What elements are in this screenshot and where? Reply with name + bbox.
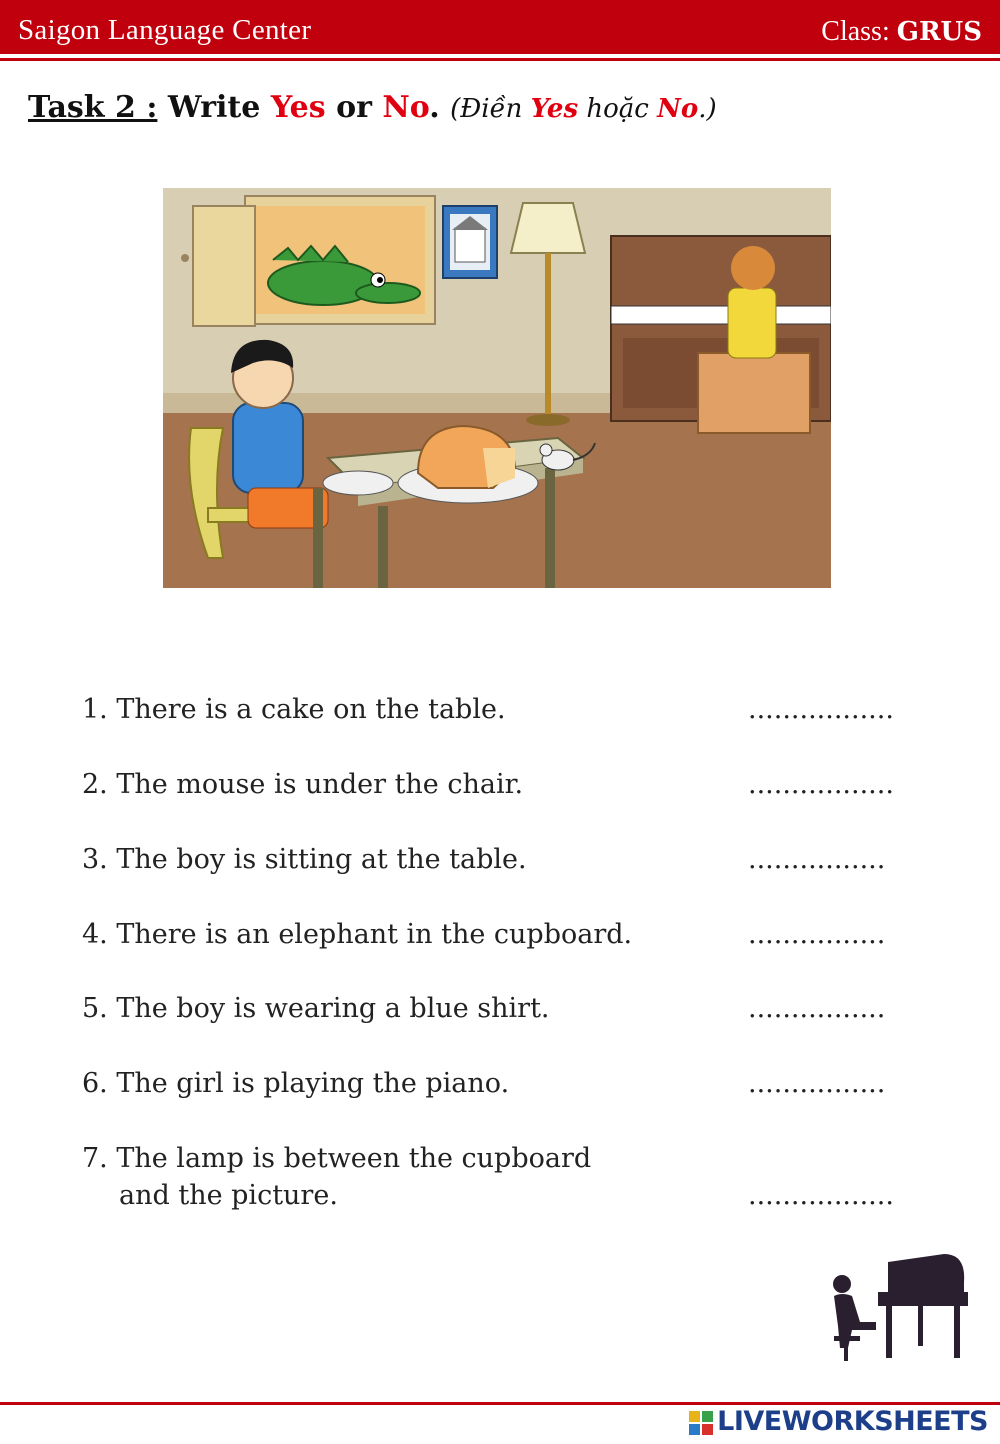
footer-divider — [0, 1402, 1000, 1405]
task-no: No — [382, 90, 430, 125]
header-bar — [0, 0, 1000, 54]
answer-blank-6[interactable]: ................ — [748, 1068, 886, 1099]
task-hint — [450, 94, 716, 124]
question-5: 5. The boy is wearing a blue shirt. — [82, 993, 550, 1024]
question-4: 4. There is an elephant in the cupboard. — [82, 919, 633, 950]
pianist-icon — [826, 1252, 970, 1364]
question-2: 2. The mouse is under the chair. — [82, 769, 524, 800]
class-name: GRUS — [896, 17, 982, 47]
task-period: . — [429, 90, 440, 125]
question-3: 3. The boy is sitting at the table. — [82, 844, 527, 875]
liveworksheets-logo-icon — [689, 1411, 713, 1435]
hint-no: No — [657, 94, 699, 124]
question-6: 6. The girl is playing the piano. — [82, 1068, 510, 1099]
center-name: Saigon Language Center — [18, 14, 312, 46]
task-write: Write — [167, 90, 261, 125]
brand-text: LIVEWORKSHEETS — [717, 1406, 988, 1437]
answer-blank-1[interactable]: ................. — [748, 694, 894, 725]
answer-blank-2[interactable]: ................. — [748, 769, 894, 800]
question-7-continued: and the picture. — [119, 1180, 338, 1211]
hint-close: .) — [698, 94, 717, 124]
task-or: or — [336, 90, 372, 125]
task-label: Task 2 : — [28, 90, 158, 125]
answer-blank-3[interactable]: ................ — [748, 844, 886, 875]
answer-blank-4[interactable]: ................ — [748, 919, 886, 950]
question-7: 7. The lamp is between the cupboard — [82, 1143, 592, 1174]
task-title — [28, 90, 717, 125]
task-yes: Yes — [270, 90, 326, 125]
hint-mid: hoặc — [586, 94, 649, 124]
answer-blank-7[interactable]: ................. — [748, 1180, 894, 1211]
class-label — [821, 16, 982, 48]
question-1: 1. There is a cake on the table. — [82, 694, 506, 725]
hint-yes: Yes — [530, 94, 579, 124]
hint-open: (Điền — [450, 94, 523, 124]
liveworksheets-brand[interactable] — [689, 1406, 988, 1437]
room-scene-illustration — [163, 188, 831, 588]
header-divider — [0, 58, 1000, 61]
class-prefix: Class: — [821, 16, 890, 47]
answer-blank-5[interactable]: ................ — [748, 993, 886, 1024]
